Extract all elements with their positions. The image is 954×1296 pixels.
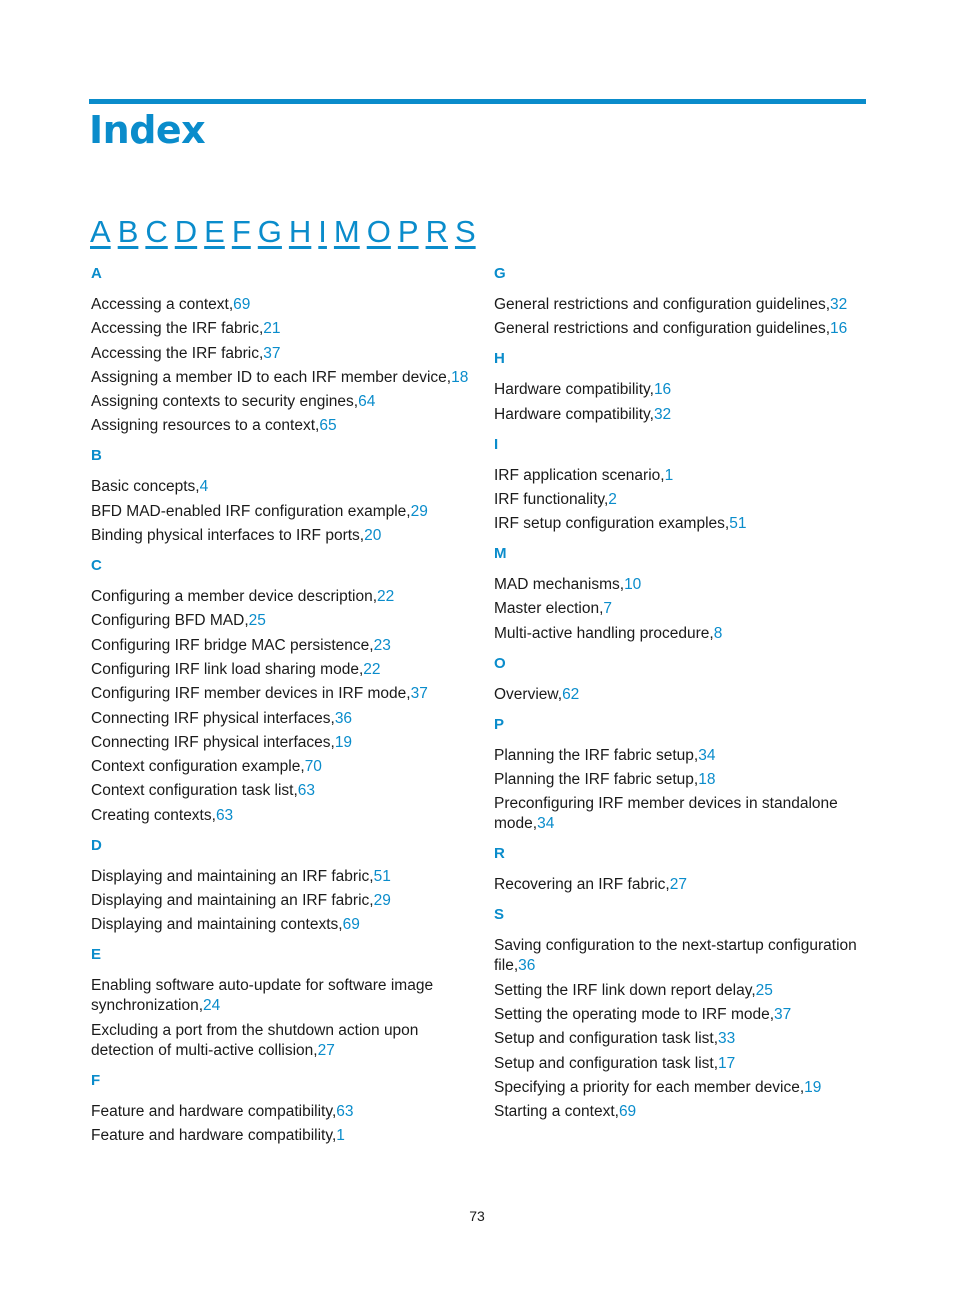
index-entry [91,611,471,631]
index-entry [91,976,471,1016]
index-entry-list [494,685,866,705]
page-link[interactable]: 22 [363,660,381,678]
alpha-link-r[interactable]: R [425,214,448,249]
index-entry-list [91,587,471,826]
letter-heading-g: G [494,265,506,282]
index-entry [494,1005,866,1025]
index-entry-list [494,466,866,535]
index-entry-text: Specifying a priority for each member device, [494,1078,805,1096]
index-entry [494,466,866,486]
letter-heading-d: D [91,836,102,854]
index-entry [91,295,471,315]
page-link[interactable]: 63 [297,782,316,800]
index-entry [494,575,866,595]
index-entry [91,709,471,729]
index-entry [91,416,471,436]
page-link[interactable]: 27 [669,876,687,894]
page-link[interactable]: 8 [713,624,723,642]
index-entry [91,344,471,364]
page-link[interactable]: 27 [317,1041,335,1059]
index-entry [494,490,866,510]
index-entry-text: Configuring BFD MAD, [91,612,249,630]
index-entry [494,1078,866,1098]
page-link[interactable]: 32 [830,296,848,313]
index-entry [494,685,866,705]
index-entry-text: IRF setup configuration examples, [494,515,730,533]
index-entry-text: Enabling software auto-update for software image synchronization, [91,977,434,1015]
index-entry-text: Binding physical interfaces to IRF ports, [91,527,365,545]
page-link[interactable]: 7 [603,600,613,618]
index-entry [91,891,471,911]
index-entry [494,624,866,644]
index-entry [494,746,866,766]
page-link[interactable]: 63 [336,1102,354,1120]
letter-heading-c: C [91,557,102,575]
letter-heading-s: S [494,906,505,924]
index-entry [91,477,471,497]
index-entry-text: Connecting IRF physical interfaces, [91,709,335,727]
page-link[interactable]: 10 [624,576,642,594]
letter-heading-i: I [494,435,499,453]
index-entry [494,794,866,834]
alpha-link-a[interactable]: A [90,214,111,249]
index-entry [91,806,471,826]
page-link[interactable]: 51 [373,867,391,885]
index-entry [494,319,866,339]
index-entry-list [91,477,471,546]
index-entry [91,392,471,412]
index-entry [91,319,471,339]
alpha-link-g[interactable]: G [257,214,282,249]
page-link[interactable]: 33 [718,1030,736,1048]
index-entry-text: Preconfiguring IRF member devices in standalone mode, [494,795,838,833]
index-entry-text: Assigning contexts to security engines, [91,393,359,411]
index-entry [494,1054,866,1074]
letter-heading-r: R [494,845,505,863]
letter-heading-m: M [494,545,507,563]
index-entry-list [494,380,866,424]
index-entry-text: Setting the IRF link down report delay, [494,981,756,999]
page-link[interactable]: 18 [451,368,469,386]
index-entry-list [91,295,471,436]
index-entry-text: Master election, [494,600,604,618]
page-link[interactable]: 62 [562,685,580,703]
index-entry-text: Excluding a port from the shutdown action upon detection of multi-active collision, [91,1021,419,1059]
page-link[interactable]: 17 [718,1054,736,1072]
page-link[interactable]: 25 [248,612,266,630]
page-link[interactable]: 69 [233,296,251,313]
page-link[interactable]: 19 [334,733,353,751]
index-entry-text: Saving configuration to the next-startup configuration file, [494,937,857,975]
alpha-link-p[interactable]: P [397,214,419,249]
page-link[interactable]: 65 [319,417,337,435]
alpha-link-o[interactable]: O [366,214,391,249]
page-link[interactable]: 4 [199,478,209,496]
page-link[interactable]: 1 [336,1126,345,1144]
index-entry-text: IRF application scenario, [494,466,665,484]
page-link[interactable]: 63 [215,806,234,824]
index-entry [91,368,471,388]
letter-heading-h: H [494,350,505,368]
page-link[interactable]: 24 [203,997,221,1015]
page-link[interactable]: 69 [342,916,360,934]
index-entry-list [494,746,866,835]
page-link[interactable]: 16 [830,320,848,338]
index-entry-text: Multi-active handling procedure, [494,624,714,642]
alpha-link-m[interactable]: M [333,214,360,249]
index-entry-text: Setting the operating mode to IRF mode, [494,1005,775,1023]
index-entry [91,502,471,522]
index-entry-text: Displaying and maintaining an IRF fabric, [91,867,374,885]
page-title: Index [89,108,206,152]
letter-heading-p: P [494,715,505,733]
page-link[interactable]: 64 [358,393,376,411]
index-entry-text: Configuring a member device description, [91,588,378,606]
index-column-left [91,264,471,1156]
index-entry-text: Context configuration task list, [91,782,298,800]
index-entry [494,1102,866,1122]
page-link[interactable]: 37 [774,1005,792,1023]
index-entry [494,514,866,534]
index-entry [494,599,866,619]
index-entry-text: Configuring IRF member devices in IRF mode, [91,685,411,703]
index-entry-text: Overview, [494,685,563,703]
index-entry [494,936,866,976]
index-entry-text: Starting a context, [494,1103,619,1121]
alpha-link-h[interactable]: H [288,214,312,249]
index-entry [494,981,866,1001]
page-link[interactable]: 36 [518,957,536,975]
page-link[interactable]: 23 [373,636,391,654]
index-entry-text: Displaying and maintaining an IRF fabric, [91,892,374,910]
alpha-link-c[interactable]: C [145,214,168,249]
index-entry-text: IRF functionality, [494,490,609,508]
index-entry-text: Assigning resources to a context, [91,417,320,435]
index-entry-list [494,295,866,339]
page-number: 73 [469,1208,485,1224]
index-entry [494,770,866,790]
alphabet-navigation [90,214,483,254]
index-entry-text: Hardware compatibility, [494,405,654,423]
index-entry-text: Feature and hardware compatibility, [91,1102,337,1120]
index-entry-text: Assigning a member ID to each IRF member device, [91,368,452,386]
page-link[interactable]: 37 [410,685,428,703]
index-entry-text: BFD MAD-enabled IRF configuration example, [91,502,411,520]
page-link[interactable]: 51 [729,515,747,533]
index-entry [494,1029,866,1049]
page-link[interactable]: 36 [334,709,353,727]
index-entry [91,1102,471,1122]
page-link[interactable]: 1 [664,466,674,484]
page-link[interactable]: 70 [304,758,322,776]
index-entry-text: MAD mechanisms, [494,576,625,594]
index-entry [91,660,471,680]
page-link[interactable]: 25 [755,981,773,999]
alpha-link-e[interactable]: E [204,214,225,249]
alpha-link-d[interactable]: D [174,214,198,249]
index-entry-text: Context configuration example, [91,758,305,776]
page-link[interactable]: 2 [608,490,617,508]
index-entry [494,875,866,895]
index-entry [91,684,471,704]
index-entry-list [91,867,471,936]
page-link[interactable]: 29 [410,502,428,520]
index-entry [91,733,471,753]
index-entry [91,781,471,801]
page-link[interactable]: 18 [698,771,716,789]
index-entry-text: Hardware compatibility, [494,381,654,399]
index-entry [494,380,866,400]
title-rule [89,99,866,104]
index-entry-list [91,976,471,1060]
page-link[interactable]: 21 [263,320,281,338]
alpha-link-f[interactable]: F [231,214,251,249]
index-entry [91,636,471,656]
page-link[interactable]: 29 [373,892,391,910]
letter-heading-o: O [494,654,506,672]
index-entry [494,405,866,425]
index-entry [91,1021,471,1061]
page-link[interactable]: 32 [653,405,672,423]
index-entry [91,1126,471,1146]
index-entry-list [494,936,866,1122]
alpha-link-b[interactable]: B [117,214,139,249]
index-entry [494,295,866,315]
page-link[interactable]: 19 [804,1078,822,1096]
alpha-link-i[interactable]: I [318,214,327,249]
index-entry-text: Recovering an IRF fabric, [494,876,670,894]
index-entry-text: Planning the IRF fabric setup, [494,746,699,764]
index-entry-text: Accessing the IRF fabric, [91,344,264,362]
alpha-link-s[interactable]: S [454,214,476,249]
index-entry [91,587,471,607]
index-entry [91,757,471,777]
index-entry [91,867,471,887]
index-entry-text: Configuring IRF link load sharing mode, [91,660,364,678]
index-entry-text: Planning the IRF fabric setup, [494,771,699,789]
index-entry-text: Connecting IRF physical interfaces, [91,733,335,751]
page-link[interactable]: 16 [653,381,672,399]
page-link[interactable]: 37 [263,344,281,362]
page-link[interactable]: 22 [377,588,395,606]
index-entry-list [494,575,866,644]
page-link[interactable]: 69 [618,1103,637,1121]
index-entry-text: General restrictions and configuration guidelines, [494,296,831,313]
index-entry-text: Creating contexts, [91,806,216,824]
index-entry-text: Accessing a context, [91,296,234,313]
letter-heading-f: F [91,1071,101,1089]
page-link[interactable]: 34 [698,746,716,764]
index-entry-text: General restrictions and configuration guidelines, [494,320,831,338]
page-link[interactable]: 20 [364,527,382,545]
index-entry [91,915,471,935]
index-entry-list [494,875,866,895]
index-entry-text: Setup and configuration task list, [494,1030,719,1048]
index-entry-list [91,1102,471,1146]
index-entry-text: Accessing the IRF fabric, [91,320,264,338]
index-column-right [494,264,866,1132]
letter-heading-e: E [91,946,102,964]
index-entry-text: Configuring IRF bridge MAC persistence, [91,636,374,654]
index-entry-text: Feature and hardware compatibility, [91,1126,337,1144]
letter-heading-b: B [91,447,102,465]
index-entry-text: Basic concepts, [91,478,200,496]
letter-heading-a: A [91,265,102,282]
index-entry [91,526,471,546]
page-link[interactable]: 34 [537,815,555,833]
index-entry-text: Setup and configuration task list, [494,1054,719,1072]
index-entry-text: Displaying and maintaining contexts, [91,916,343,934]
